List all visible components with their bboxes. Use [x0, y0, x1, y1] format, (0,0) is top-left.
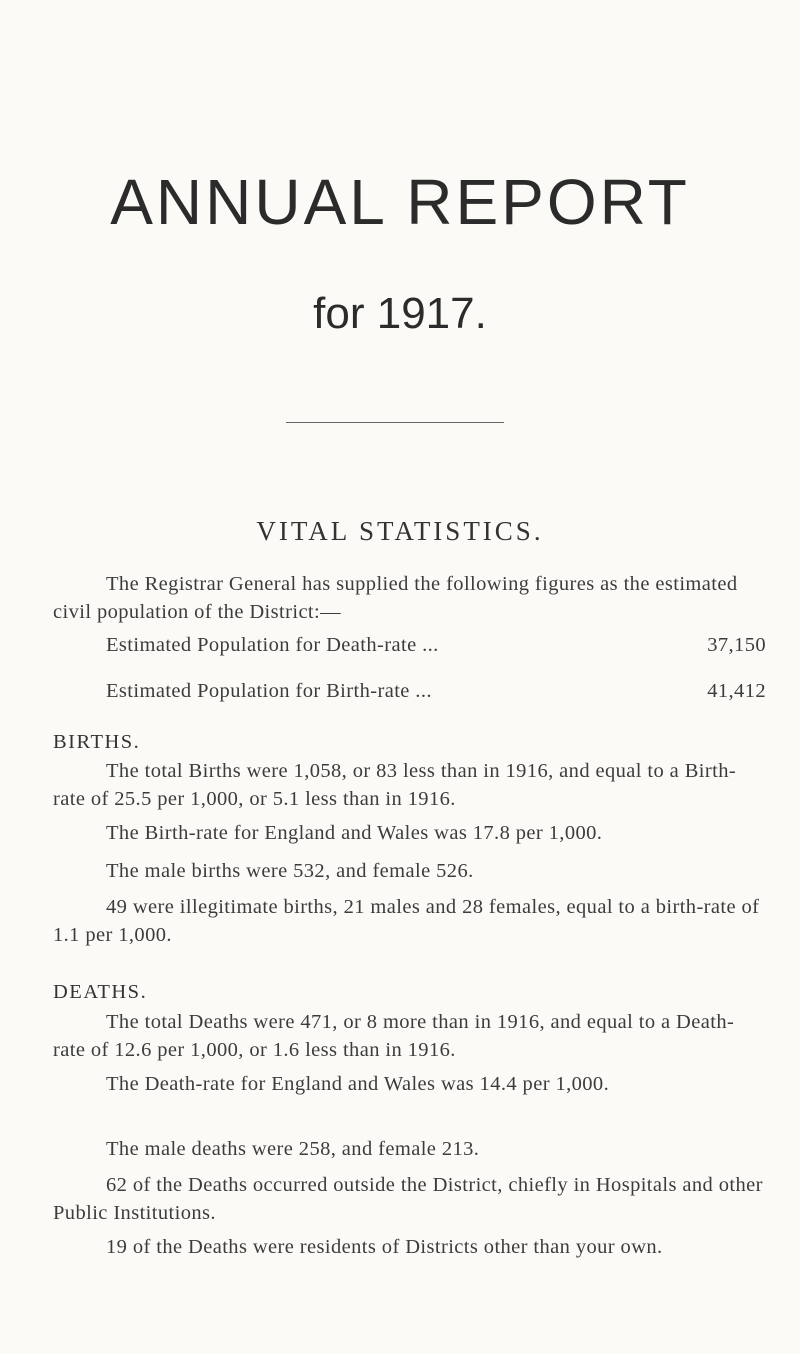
- births-paragraph-1: The total Births were 1,058, or 83 less than in 1916, and equal to a Birth-rate of 25.5 per 1,000, or 5.1 less than in 1916.: [53, 760, 737, 810]
- intro-paragraph: The Registrar General has supplied the following figures as the estimated civil population of the District:—: [53, 573, 738, 623]
- population-birth-row: [106, 680, 766, 703]
- deaths-paragraph-2: The Death-rate for England and Wales was 14.4 per 1,000.: [106, 1073, 610, 1095]
- population-birth-value: 41,412: [707, 680, 766, 702]
- population-birth-label: Estimated Population for Birth-rate ...: [106, 680, 432, 702]
- report-year: for 1917.: [313, 289, 487, 338]
- births-paragraph-2: The Birth-rate for England and Wales was 17.8 per 1,000.: [106, 822, 603, 844]
- births-heading: BIRTHS.: [53, 731, 141, 753]
- deaths-paragraph-4: 62 of the Deaths occurred outside the District, chiefly in Hospitals and other Public Institutions.: [53, 1174, 763, 1224]
- population-death-row: [106, 634, 766, 657]
- section-title: VITAL STATISTICS.: [256, 516, 544, 546]
- deaths-paragraph-3: The male deaths were 258, and female 213.: [106, 1138, 480, 1160]
- deaths-paragraph-5: 19 of the Deaths were residents of Districts other than your own.: [106, 1236, 663, 1258]
- population-death-label: Estimated Population for Death-rate ...: [106, 634, 439, 656]
- divider: [286, 422, 504, 423]
- deaths-heading: DEATHS.: [53, 981, 148, 1003]
- births-paragraph-4: 49 were illegitimate births, 21 males and 28 females, equal to a birth-rate of 1.1 per 1,000.: [53, 896, 760, 946]
- deaths-paragraph-1: The total Deaths were 471, or 8 more than in 1916, and equal to a Death-rate of 12.6 per 1,000, or 1.6 less than in 1916.: [53, 1011, 735, 1061]
- population-death-value: 37,150: [707, 634, 766, 656]
- births-paragraph-3: The male births were 532, and female 526.: [106, 860, 474, 882]
- report-title: ANNUAL REPORT: [110, 166, 690, 238]
